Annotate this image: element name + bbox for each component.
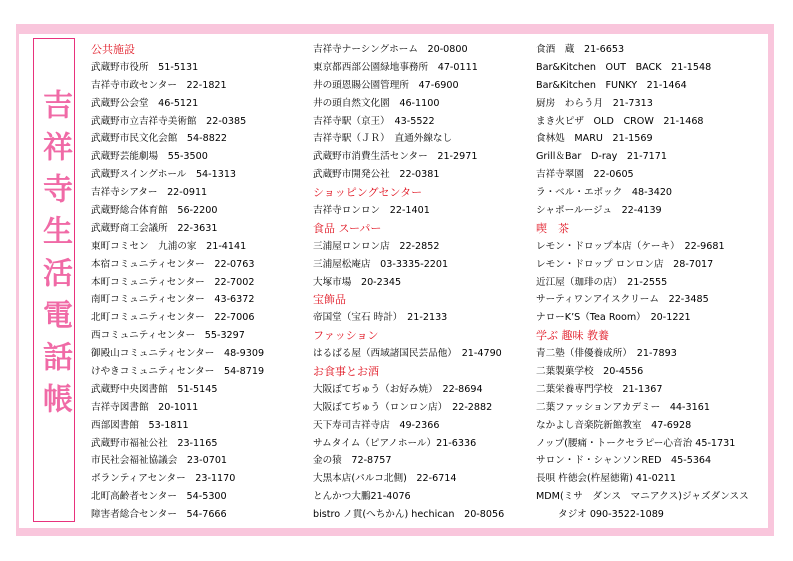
directory-entry: 吉祥寺ロンロン 22-1401 <box>313 205 430 217</box>
directory-entry: 大阪ぼてぢゅう（ロンロン店） 22-2882 <box>313 401 493 413</box>
directory-entry: 吉祥寺駅（ＪＲ） 直通外線なし <box>313 133 453 145</box>
directory-entry: シャポールージュ 22-4139 <box>536 205 662 217</box>
directory-entry: 御殿山コミュニティセンター 48-9309 <box>91 348 265 360</box>
directory-entry: 武蔵野スイングホール 54-1313 <box>91 169 237 181</box>
directory-entry: ボランティアセンター 23-1170 <box>91 473 236 485</box>
section-heading: ショッピングセンター <box>313 186 423 200</box>
directory-entry: 食酒 蔵 21-6653 <box>536 44 625 55</box>
directory-column-2 <box>313 41 528 524</box>
directory-column-1 <box>91 41 301 524</box>
directory-entry: 武蔵野芸能劇場 55-3500 <box>91 151 208 163</box>
directory-entry: 三浦屋ロンロン店 22-2852 <box>313 240 440 252</box>
directory-entry: 北町コミュニティセンター 22-7006 <box>91 312 255 324</box>
section-heading: ファッション <box>313 329 379 343</box>
directory-entry: 武蔵野商工会議所 22-3631 <box>91 222 218 234</box>
directory-entry: 北町高齢者センター 54-5300 <box>91 491 227 503</box>
section-heading: 食品 スーパー <box>313 221 382 235</box>
directory-entry: サーティワンアイスクリーム 22-3485 <box>536 294 709 306</box>
directory-entry: 武蔵野市福祉公社 23-1165 <box>91 437 218 449</box>
directory-entry: 井の頭恩賜公園管理所 47-6900 <box>313 79 459 91</box>
directory-entry: 東町コミセン 九浦の家 21-4141 <box>91 240 247 252</box>
directory-entry: 長唄 杵徳会(杵屋徳衛) 41-0211 <box>536 473 677 485</box>
directory-entry: 青二塾（俳優養成所） 21-7893 <box>536 348 677 360</box>
directory-entry: 帝国堂（宝石 時計） 21-2133 <box>313 312 448 324</box>
directory-entry: 西部図書館 53-1811 <box>91 419 189 431</box>
directory-entry: ナローK’S（Tea Room） 20-1221 <box>536 312 691 324</box>
directory-entry: サロン・ド・シャンソンRED 45-5364 <box>536 455 712 467</box>
directory-entry: 武蔵野中央図書館 51-5145 <box>91 383 218 395</box>
directory-entry: 武蔵野市立吉祥寺美術館 22-0385 <box>91 115 247 127</box>
directory-entry: 西コミュニティセンター 55-3297 <box>91 330 245 342</box>
directory-entry: Grill＆Bar D-ray 21-7171 <box>536 151 667 163</box>
directory-entry: 本宿コミュニティセンター 22-0763 <box>91 258 255 270</box>
directory-entry: タジオ 090-3522-1089 <box>558 509 664 521</box>
directory-entry: 吉祥寺翠園 22-0605 <box>536 169 634 181</box>
directory-entry: 東京都西部公園緑地事務所 47-0111 <box>313 61 478 73</box>
section-heading: 公共施設 <box>91 43 135 56</box>
directory-entry: 食林処 MARU 21-1569 <box>536 133 653 145</box>
directory-entry: 近江屋（珈琲の店） 21-2555 <box>536 276 668 288</box>
directory-entry: 武蔵野公会堂 46-5121 <box>91 97 199 109</box>
directory-entry: 障害者総合センター 54-7666 <box>91 509 227 521</box>
directory-entry: MDM(ミサ ダンス マニアクス)ジャズダンスス <box>536 491 749 503</box>
directory-entry: 大塚市場 20-2345 <box>313 276 402 288</box>
directory-entry: 南町コミュニティセンター 43-6372 <box>91 294 255 306</box>
directory-entry: なかよし音楽院新館教室 47-6928 <box>536 419 692 431</box>
section-heading: お食事とお酒 <box>313 365 379 379</box>
directory-entry: 二葉栄養専門学校 21-1367 <box>536 383 663 395</box>
directory-entry: レモン・ドロップ ロンロン店 28-7017 <box>536 258 714 270</box>
directory-entry: 吉祥寺図書館 20-1011 <box>91 401 199 413</box>
directory-entry: 井の頭自然文化園 46-1100 <box>313 97 440 109</box>
directory-entry: bistro ノ貫(へちかん) hechican 20-8056 <box>313 509 505 521</box>
directory-entry: はるばる屋（西域諸国民芸品他） 21-4790 <box>313 348 502 360</box>
directory-entry: 武蔵野総合体育館 56-2200 <box>91 205 218 217</box>
directory-entry: 天下寿司吉祥寺店 49-2366 <box>313 419 440 431</box>
directory-entry: 大阪ぼてぢゅう（お好み焼） 22-8694 <box>313 383 483 395</box>
title-box <box>33 38 75 522</box>
directory-column-3 <box>536 41 776 524</box>
section-heading: 学ぶ 趣味 教養 <box>536 329 609 343</box>
directory-entry: Bar&Kitchen FUNKY 21-1464 <box>536 79 687 91</box>
directory-entry: 吉祥寺市政センター 22-1821 <box>91 79 227 91</box>
directory-entry: Bar&Kitchen OUT BACK 21-1548 <box>536 61 712 73</box>
directory-entry: 武蔵野市開発公社 22-0381 <box>313 169 440 181</box>
section-heading: 喫 茶 <box>536 221 569 235</box>
directory-entry: 吉祥寺駅（京王） 43-5522 <box>313 115 435 127</box>
directory-entry: 吉祥寺シアター 22-0911 <box>91 187 208 199</box>
directory-entry: ラ・ベル・エポック 48-3420 <box>536 187 673 199</box>
directory-entry: 二葉ファッションアカデミー 44-3161 <box>536 401 710 413</box>
directory-entry: サムタイム（ピアノホール）21-6336 <box>313 437 477 449</box>
directory-entry: 金の猿 72-8757 <box>313 455 392 467</box>
directory-entry: 本町コミュニティセンター 22-7002 <box>91 276 255 288</box>
directory-entry: 市民社会福祉協議会 23-0701 <box>91 455 228 467</box>
directory-entry: 武蔵野市民文化会館 54-8822 <box>91 133 228 145</box>
directory-entry: まき火ピザ OLD CROW 21-1468 <box>536 115 704 127</box>
directory-entry: けやきコミュニティセンター 54-8719 <box>91 366 265 378</box>
section-heading: 宝飾品 <box>313 293 346 307</box>
directory-entry: 武蔵野市役所 51-5131 <box>91 61 199 73</box>
directory-entry: 厨房 わらう月 21-7313 <box>536 97 653 109</box>
directory-entry: ノップ(腰痛・トークセラピー心音治 45-1731 <box>536 437 736 449</box>
directory-entry: とんかつ大鵬21-4076 <box>313 491 411 503</box>
directory-entry: 大黒本店(パルコ北側) 22-6714 <box>313 473 457 485</box>
directory-entry: 吉祥寺ナーシングホーム 20-0800 <box>313 44 468 55</box>
directory-entry: レモン・ドロップ本店（ケーキ） 22-9681 <box>536 240 725 252</box>
directory-title: 吉祥寺生活電話帳 <box>37 89 72 425</box>
directory-entry: 武蔵野市消費生活センター 21-2971 <box>313 151 478 163</box>
directory-entry: 三浦屋松庵店 03-3335-2201 <box>313 258 449 270</box>
directory-entry: 二葉製菓学校 20-4556 <box>536 366 644 378</box>
